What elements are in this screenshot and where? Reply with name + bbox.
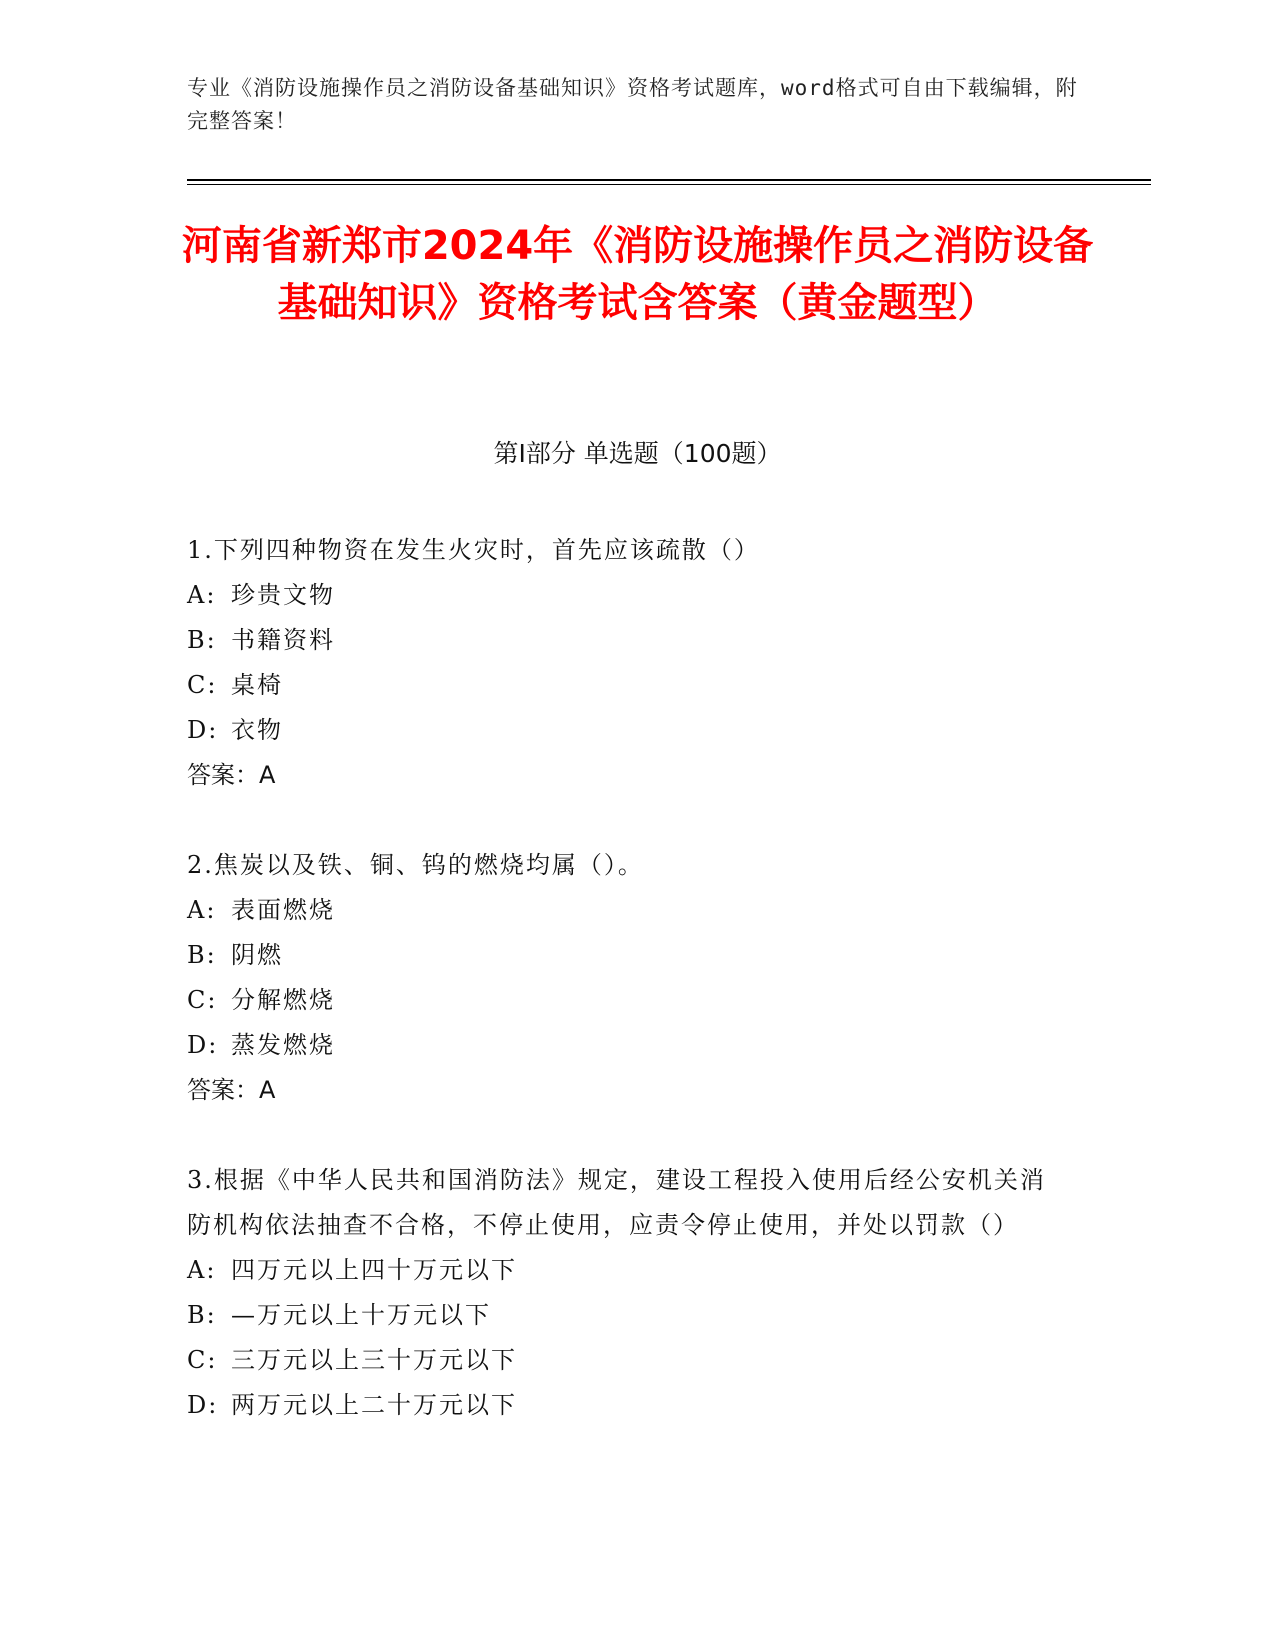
header-note: 专业《消防设施操作员之消防设备基础知识》资格考试题库，word格式可自由下载编辑，附完整答案！ [187,76,1078,133]
option-text: 三万元以上三十万元以下 [231,1346,517,1374]
section-title: 第Ⅰ部分 单选题（100题） [493,439,782,468]
option-text: 表面燃烧 [231,896,335,924]
option-key: D: [187,1391,219,1419]
option-c [187,978,1067,1023]
question-text: 3.根据《中华人民共和国消防法》规定，建设工程投入使用后经公安机关消防机构依法抽查不合格，不停止使用，应责令停止使用，并处以罚款（） [187,1166,1046,1239]
option-text: 四万元以上四十万元以下 [231,1256,517,1284]
answer: 答案：A [187,761,276,789]
option-key: A: [187,581,217,609]
option-key: D: [187,1031,219,1059]
answer: 答案：A [187,1076,276,1104]
question-2 [187,843,1067,1113]
option-key: A: [187,896,217,924]
option-key: B: [187,1301,217,1329]
option-key: D: [187,716,219,744]
spacer [187,1113,1067,1158]
question-3 [187,1158,1067,1428]
question-text: 2.焦炭以及铁、铜、钨的燃烧均属（）。 [187,851,644,879]
option-c [187,1338,1067,1383]
header-divider-thin [187,184,1151,185]
option-key: C: [187,1346,218,1374]
option-d [187,708,1067,753]
option-b [187,618,1067,663]
option-d [187,1383,1067,1428]
option-key: C: [187,671,218,699]
question-list [187,528,1067,1428]
option-key: B: [187,626,217,654]
option-text: 两万元以上二十万元以下 [231,1391,517,1419]
question-1 [187,528,1067,798]
option-d [187,1023,1067,1068]
option-text: 阴燃 [231,941,283,969]
option-text: 桌椅 [231,671,283,699]
option-text: 衣物 [231,716,283,744]
option-b [187,933,1067,978]
option-a [187,573,1067,618]
option-a [187,888,1067,933]
header-divider-thick [187,179,1151,181]
document-title: 河南省新郑市2024年《消防设施操作员之消防设备基础知识》资格考试含答案（黄金题型） [181,223,1094,326]
option-a [187,1248,1067,1293]
option-key: A: [187,1256,217,1284]
option-text: 蒸发燃烧 [231,1031,335,1059]
option-text: —万元以上十万元以下 [231,1301,491,1329]
option-key: B: [187,941,217,969]
question-text: 1.下列四种物资在发生火灾时，首先应该疏散（） [187,536,760,564]
option-text: 分解燃烧 [231,986,335,1014]
option-key: C: [187,986,218,1014]
spacer [187,798,1067,843]
option-b [187,1293,1067,1338]
option-text: 珍贵文物 [231,581,335,609]
option-c [187,663,1067,708]
option-text: 书籍资料 [231,626,335,654]
